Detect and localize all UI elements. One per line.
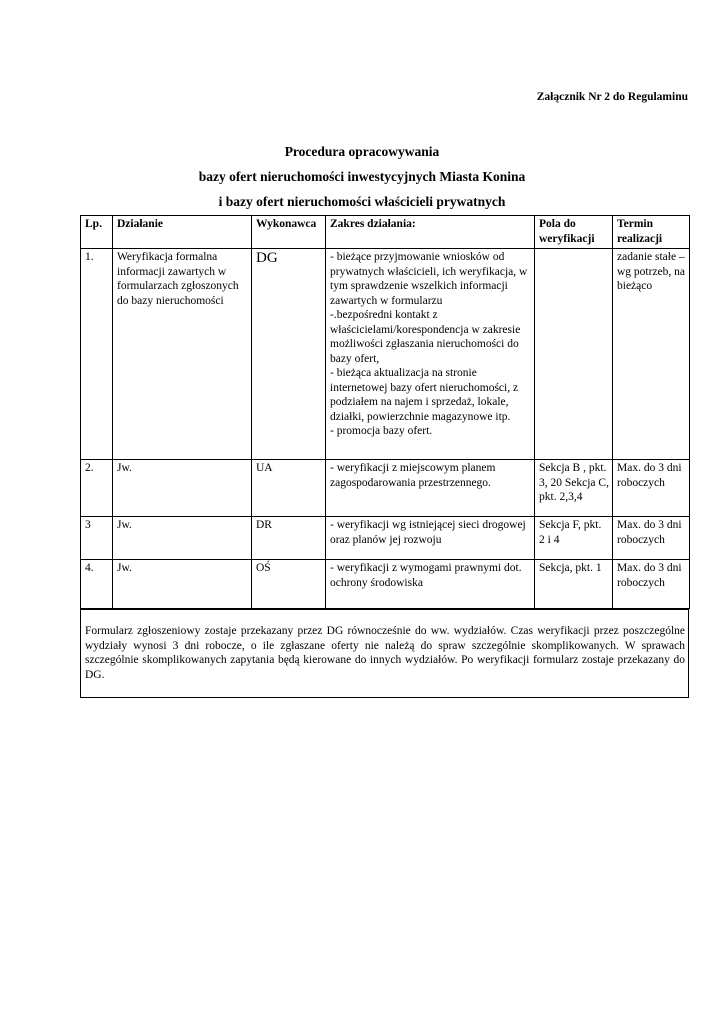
cell-deadline: zadanie stałe – wg potrzeb, na bieżąco (613, 249, 690, 460)
title-line-1: Procedura opracowywania (284, 144, 440, 159)
cell-fields (535, 249, 613, 460)
cell-action: Jw. (113, 560, 252, 609)
cell-fields: Sekcja F, pkt. 2 i 4 (535, 517, 613, 560)
cell-scope (326, 249, 535, 460)
cell-action: Jw. (113, 460, 252, 517)
cell-executor: UA (252, 460, 326, 517)
title-line-2: bazy ofert nieruchomości inwestycyjnych Miasta Konina (198, 169, 526, 184)
cell-fields: Sekcja B , pkt. 3, 20 Sekcja C, pkt. 2,3,4 (535, 460, 613, 517)
cell-deadline: Max. do 3 dni roboczych (613, 517, 690, 560)
scope-line: -.bezpośredni kontakt z właścicielami/korespondencja w zakresie możliwości zgłaszania nieruchomości do bazy ofert, (330, 309, 521, 365)
header-scope: Zakres działania: (326, 216, 535, 249)
cell-executor: DG (252, 249, 326, 460)
cell-deadline: Max. do 3 dni roboczych (613, 560, 690, 609)
table-header-row (81, 216, 690, 249)
cell-scope (326, 560, 535, 609)
cell-action: Weryfikacja formalna informacji zawartych w formularzach zgłoszonych do bazy nieruchomości (113, 249, 252, 460)
note-box: Formularz zgłoszeniowy zostaje przekazany przez DG równocześnie do ww. wydziałów. Czas weryfikacji przez poszczególne wydziały wynosi 3 dni robocze, o ile zgłaszane oferty nie należą do spraw szczególnie skomplikowanych. W sprawach szczególnie skomplikowanych zapytania będą kierowane do innych wydziałów. Po weryfikacji formularz zostaje przekazany do DG. (80, 609, 689, 698)
header-executor: Wykonawca (252, 216, 326, 249)
scope-line: - weryfikacji wg istniejącej sieci drogowej oraz planów jej rozwoju (330, 519, 526, 546)
cell-lp: 2. (81, 460, 113, 517)
scope-line: - bieżące przyjmowanie wniosków od prywatnych właścicieli, ich weryfikacja, w tym sprawdzenie wszelkich informacji zawartych w formularzu (330, 251, 528, 307)
table-row (81, 517, 690, 560)
cell-executor: DR (252, 517, 326, 560)
cell-action: Jw. (113, 517, 252, 560)
cell-fields: Sekcja, pkt. 1 (535, 560, 613, 609)
table-row (81, 560, 690, 609)
cell-lp: 1. (81, 249, 113, 460)
title-line-3: i bazy ofert nieruchomości właścicieli prywatnych (218, 194, 506, 209)
table-row (81, 249, 690, 460)
cell-lp: 4. (81, 560, 113, 609)
header-fields: Pola do weryfikacji (535, 216, 613, 249)
cell-deadline: Max. do 3 dni roboczych (613, 460, 690, 517)
header-lp: Lp. (81, 216, 113, 249)
scope-line: - promocja bazy ofert. (330, 425, 433, 437)
scope-line: - bieżąca aktualizacja na stronie internetowej bazy ofert nieruchomości, z podziałem na najem i sprzedaż, lokale, działki, powierzchnie magazynowe itp. (330, 367, 519, 423)
annex-label: Załącznik Nr 2 do Regulaminu (536, 91, 688, 103)
procedure-table (80, 215, 690, 609)
scope-line: - weryfikacji z wymogami prawnymi dot. ochrony środowiska (330, 562, 522, 589)
cell-scope (326, 460, 535, 517)
cell-executor: OŚ (252, 560, 326, 609)
scope-line: - weryfikacji z miejscowym planem zagospodarowania przestrzennego. (330, 462, 496, 489)
document-title (0, 139, 724, 214)
cell-lp: 3 (81, 517, 113, 560)
header-action: Działanie (113, 216, 252, 249)
cell-scope (326, 517, 535, 560)
table-row (81, 460, 690, 517)
header-deadline: Termin realizacji (613, 216, 690, 249)
